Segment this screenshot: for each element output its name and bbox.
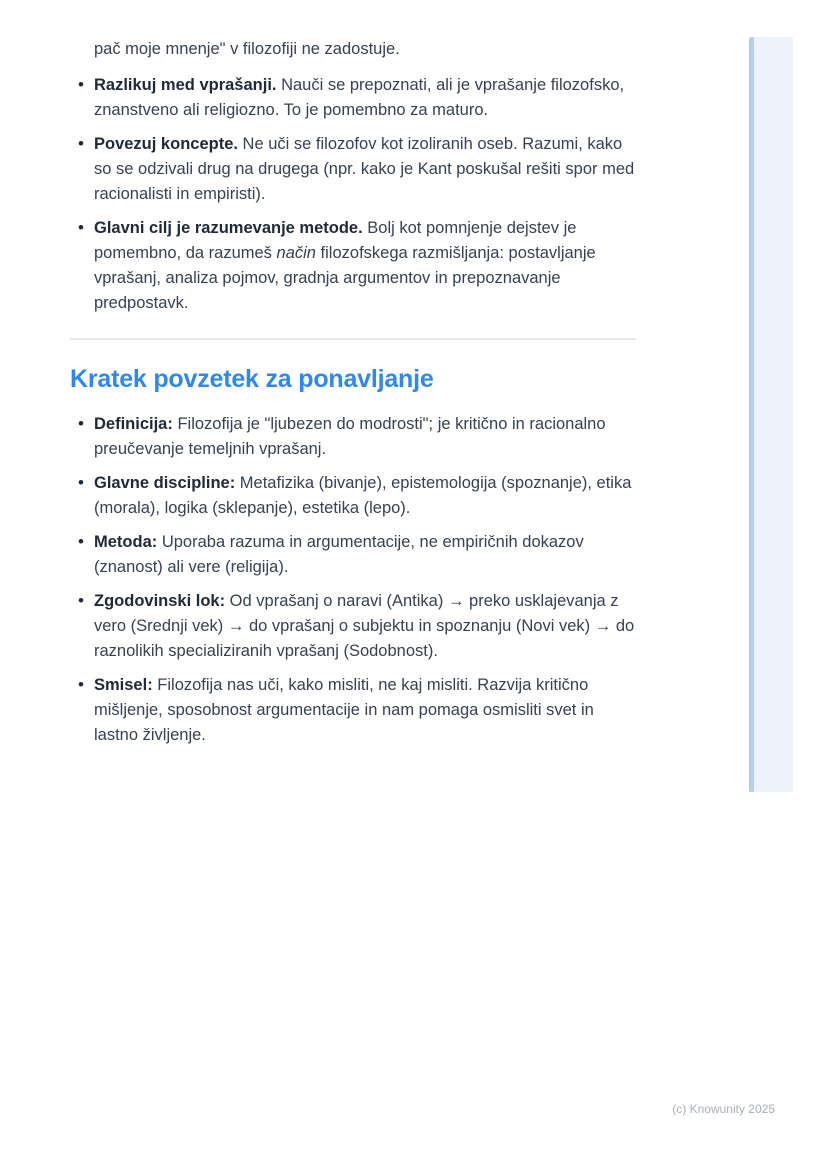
bullet-text: filozofskega razmišljanja: postavljanje vprašanj, analiza pojmov, gradnja argumentov in prepoznavanje predpostavk. — [94, 244, 596, 312]
page-content — [70, 0, 636, 748]
bullet-text: Metafizika (bivanje), epistemologija (spoznanje), etika (morala), logika (sklepanje), estetika (lepo). — [94, 474, 632, 517]
bullet-lead: Razlikuj med vprašanji. — [94, 76, 277, 94]
section-heading: Kratek povzetek za ponavljanje — [70, 365, 434, 393]
list-item — [70, 673, 636, 748]
bullet-lead: Povezuj koncepte. — [94, 135, 238, 153]
summary-list — [70, 412, 636, 748]
bullet-text: Ne uči se filozofov kot izoliranih oseb. Razumi, kako so se odzivali drug na drugega (npr. kako je Kant poskušal rešiti spor med racionalisti in empiristi). — [94, 135, 635, 203]
bullet-lead: Zgodovinski lok: — [94, 592, 226, 610]
bullet-text: Od vprašanj o naravi (Antika) → preko usklajevanja z vero (Srednji vek) → do vprašanj o subjektu in spoznanju (Novi vek) → do raznolikih specializiranih vprašanj (Sodobnost). — [94, 592, 635, 660]
bullet-text: Filozofija nas uči, kako misliti, ne kaj misliti. Razvija kritično mišljenje, sposobnost argumentacije in nam pomaga osmisliti svet in lastno življenje. — [94, 676, 594, 744]
bullet-text: Bolj kot pomnjenje dejstev je pomembno, da razumeš — [94, 219, 577, 262]
copyright-notice: (c) Knowunity 2025 — [672, 1102, 775, 1116]
section-divider — [70, 338, 636, 340]
list-item — [70, 589, 636, 664]
bullet-lead: Definicija: — [94, 415, 173, 433]
list-item — [70, 132, 636, 207]
bullet-text-italic: način — [276, 244, 316, 262]
paragraph-continuation: pač moje mnenje" v filozofiji ne zadostuje. — [94, 40, 400, 58]
bullet-text: Uporaba razuma in argumentacije, ne empiričnih dokazov (znanost) ali vere (religija). — [94, 533, 584, 576]
bullet-lead: Glavne discipline: — [94, 474, 236, 492]
list-item — [70, 73, 636, 123]
list-item — [70, 216, 636, 316]
list-item — [70, 412, 636, 462]
bullet-lead: Smisel: — [94, 676, 153, 694]
page-edge-highlight-bar — [749, 37, 793, 792]
bullet-lead: Metoda: — [94, 533, 158, 551]
bullet-lead: Glavni cilj je razumevanje metode. — [94, 219, 363, 237]
list-item — [70, 471, 636, 521]
bullet-text: Filozofija je "ljubezen do modrosti"; je kritično in racionalno preučevanje temeljnih vprašanj. — [94, 415, 606, 458]
bullet-text: Nauči se prepoznati, ali je vprašanje filozofsko, znanstveno ali religiozno. To je pomembno za maturo. — [94, 76, 625, 119]
list-item — [70, 530, 636, 580]
tips-list — [70, 73, 636, 316]
